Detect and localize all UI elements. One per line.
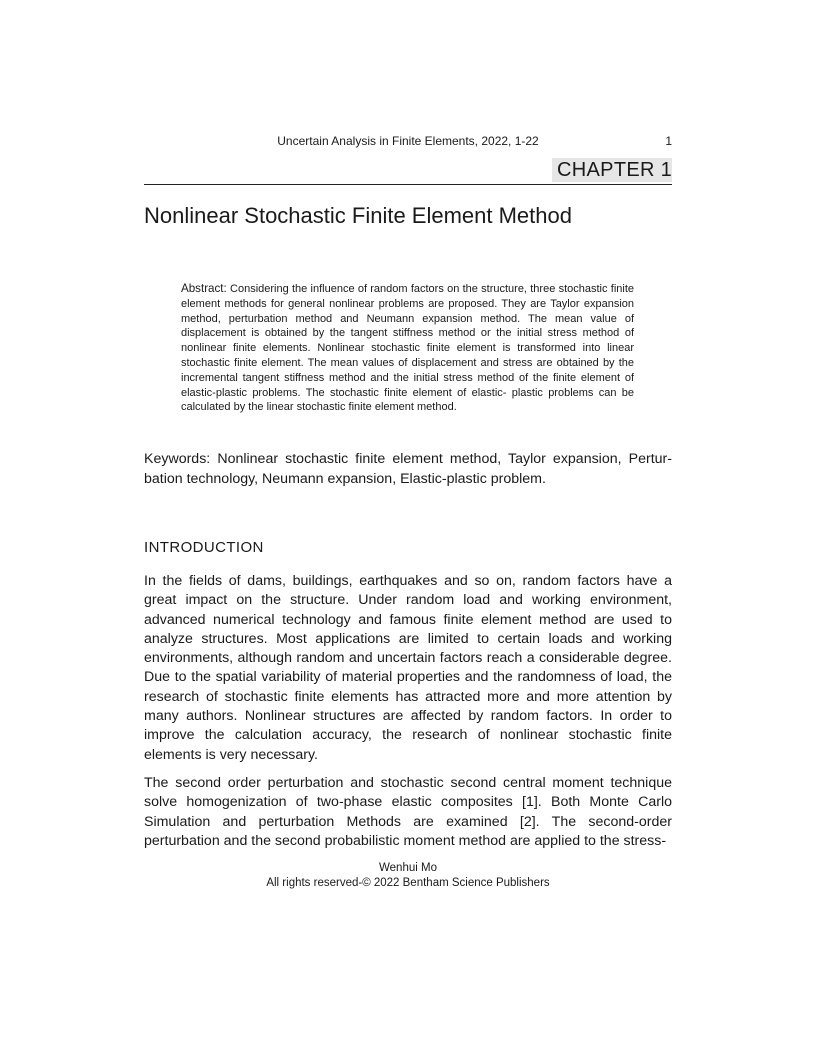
abstract <box>181 282 634 415</box>
page-number: 1 <box>665 134 672 148</box>
footer-author: Wenhui Mo <box>379 862 437 874</box>
abstract-label: Abstract: <box>181 282 227 295</box>
keywords-text: Nonlinear stochastic finite element method, Taylor expansion, Pertur-bation technology, Neumann expansion, Elastic-plastic problem. <box>144 451 672 487</box>
footer-copyright: All rights reserved-© 2022 Bentham Science Publishers <box>266 877 550 889</box>
section-heading-introduction: INTRODUCTION <box>144 539 264 556</box>
running-head <box>144 133 672 149</box>
header-rule <box>144 184 672 185</box>
keywords <box>144 450 672 489</box>
intro-paragraph-1: In the fields of dams, buildings, earthquakes and so on, random factors have a great impact on the structure. Under random load and working environment, advanced numerical technology and famous finite element method are used to analyze structures. Most applications are limited to certain loads and working environments, although random and uncertain factors reach a considerable degree. Due to the spatial variability of material properties and the randomness of load, the research of stochastic finite elements has attracted more and more attention by many authors. Nonlinear structures are affected by random factors. In order to improve the calculation accuracy, the research of nonlinear stochastic finite elements is very necessary. <box>144 573 672 763</box>
keywords-label: Keywords: <box>144 451 211 467</box>
journal-citation: Uncertain Analysis in Finite Elements, 2022, 1-22 <box>277 134 539 148</box>
intro-paragraph-2: The second order perturbation and stochastic second central moment technique solve homogenization of two-phase elastic composites [1]. Both Monte Carlo Simulation and perturbation Methods are examined [2]. The second-order perturbation and the second probabilistic moment method are applied to the stress- <box>144 775 672 849</box>
chapter-label: CHAPTER 1 <box>552 158 672 182</box>
abstract-text: Considering the influence of random factors on the structure, three stochastic finite element methods for general nonlinear problems are proposed. They are Taylor expansion method, perturbation method and Neumann expansion method. The mean value of displacement is obtained by the tangent stiffness method or the initial stress method of nonlinear finite elements. Nonlinear stochastic finite element is transformed into linear stochastic finite element. The mean values of displacement and stress are obtained by the incremental tangent stiffness method and the initial stress method of the finite element of elastic-plastic problems. The stochastic finite element of elastic- plastic problems can be calculated by the linear stochastic finite element method. <box>181 283 634 414</box>
chapter-title: Nonlinear Stochastic Finite Element Method <box>144 203 572 228</box>
page-footer <box>144 861 672 891</box>
